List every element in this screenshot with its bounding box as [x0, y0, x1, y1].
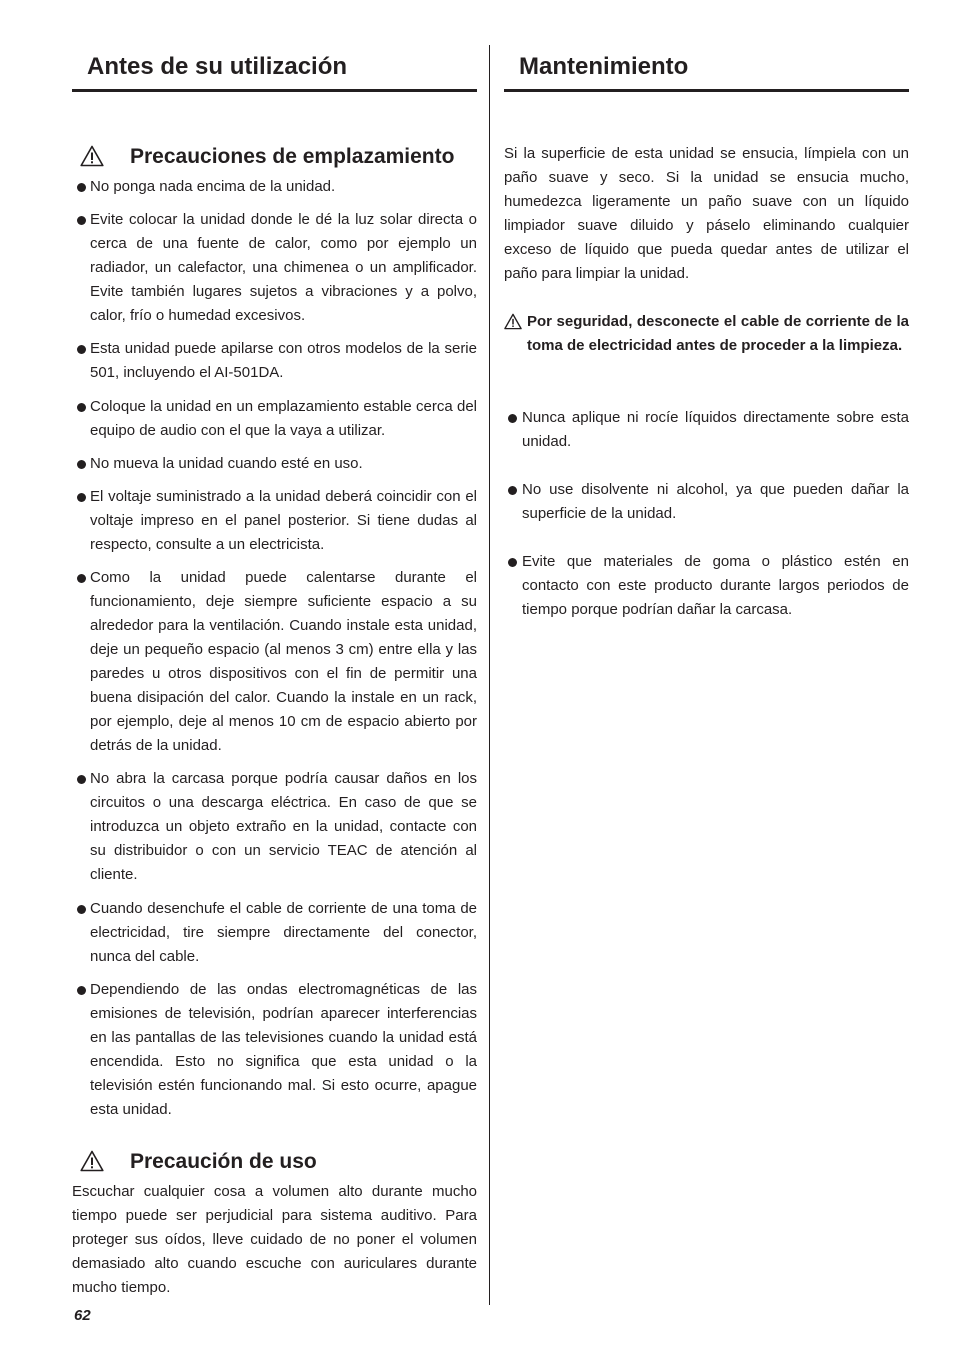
list-item: El voltaje suministrado a la unidad deberá coincidir con el voltaje impreso en el panel posterior. Si tiene dudas al respecto, consulte a un electricista. [72, 485, 477, 557]
bullet-icon [77, 460, 86, 469]
list-item: No abra la carcasa porque podría causar daños en los circuitos o una descarga eléctrica. En caso de que se introduzca un objeto extraño en la unidad, contacte con su distribuidor o con un servicio TEAC de atención al cliente. [72, 767, 477, 887]
safety-note-text: Por seguridad, desconecte el cable de corriente de la toma de electricidad antes de proceder a la limpieza. [527, 313, 909, 354]
list-item: No use disolvente ni alcohol, ya que pueden dañar la superficie de la unidad. [504, 478, 909, 526]
section-heading-text: Precauciones de emplazamiento [130, 145, 455, 168]
list-item: Evite que materiales de goma o plástico estén en contacto con este producto durante largos periodos de tiempo porque podrían dañar la carcasa. [504, 550, 909, 622]
list-item: No ponga nada encima de la unidad. [72, 175, 477, 199]
warning-triangle-icon [504, 313, 522, 330]
maintenance-title: Mantenimiento [504, 52, 909, 92]
warning-triangle-icon [80, 145, 104, 167]
safety-note [504, 310, 909, 358]
bullet-icon [77, 183, 86, 192]
bullet-icon [77, 775, 86, 784]
bullet-icon [508, 558, 517, 567]
column-divider [489, 45, 490, 1305]
placement-section-heading [72, 143, 477, 173]
usage-paragraph: Escuchar cualquier cosa a volumen alto durante mucho tiempo puede ser perjudicial para sistema auditivo. Para proteger sus oídos, lleve cuidado de no poner el volumen demasiado alto cuando escuche con auriculares durante mucho tiempo. [72, 1183, 477, 1296]
list-item: Dependiendo de las ondas electromagnéticas de las emisiones de televisión, podrían aparecer interferencias en las pantallas de las televisiones cuando la unidad está encendida. Esto no significa que esta unidad o la televisión estén funcionando mal. Si esto ocurre, apague esta unidad. [72, 978, 477, 1122]
page-title: Antes de su utilización [72, 52, 477, 92]
bullet-icon [77, 216, 86, 225]
bullet-icon [77, 403, 86, 412]
section-heading-text: Precaución de uso [130, 1150, 317, 1173]
bullet-icon [77, 986, 86, 995]
bullet-icon [77, 574, 86, 583]
bullet-icon [508, 486, 517, 495]
usage-section-heading [72, 1148, 477, 1178]
list-item: No mueva la unidad cuando esté en uso. [72, 452, 477, 476]
list-item: Evite colocar la unidad donde le dé la luz solar directa o cerca de una fuente de calor, como por ejemplo un radiador, un calefactor, una chimenea o un amplificador. Evite también lugares sujetos a vibraciones y a polvo, calor, frío o humedad excesivos. [72, 208, 477, 328]
page-number: 62 [74, 1307, 91, 1324]
list-item: Como la unidad puede calentarse durante el funcionamiento, deje siempre suficiente espacio a su alrededor para la ventilación. Cuando instale esta unidad, deje un pequeño espacio (al menos 3 cm) entre ella y las paredes u otros dispositivos con el fin de permitir una buena disipación del calor. Cuando la instale en un rack, por ejemplo, deje al menos 10 cm de espacio abierto por detrás de la unidad. [72, 566, 477, 758]
list-item: Cuando desenchufe el cable de corriente de una toma de electricidad, tire siempre directamente del conector, nunca del cable. [72, 897, 477, 969]
bullet-icon [77, 345, 86, 354]
bullet-icon [77, 905, 86, 914]
warning-triangle-icon [80, 1150, 104, 1172]
list-item: Nunca aplique ni rocíe líquidos directamente sobre esta unidad. [504, 406, 909, 454]
bullet-icon [508, 414, 517, 423]
bullet-icon [77, 493, 86, 502]
maintenance-intro: Si la superficie de esta unidad se ensucia, límpiela con un paño suave y seco. Si la unidad se ensucia mucho, humedezca ligeramente un paño suave con un líquido limpiador suave diluido y páselo eliminando cualquier exceso de líquido que pueda quedar antes de utilizar el paño para limpiar la unidad. [504, 145, 909, 282]
list-item: Esta unidad puede apilarse con otros modelos de la serie 501, incluyendo el AI-501DA. [72, 337, 477, 385]
list-item: Coloque la unidad en un emplazamiento estable cerca del equipo de audio con el que la vaya a utilizar. [72, 395, 477, 443]
